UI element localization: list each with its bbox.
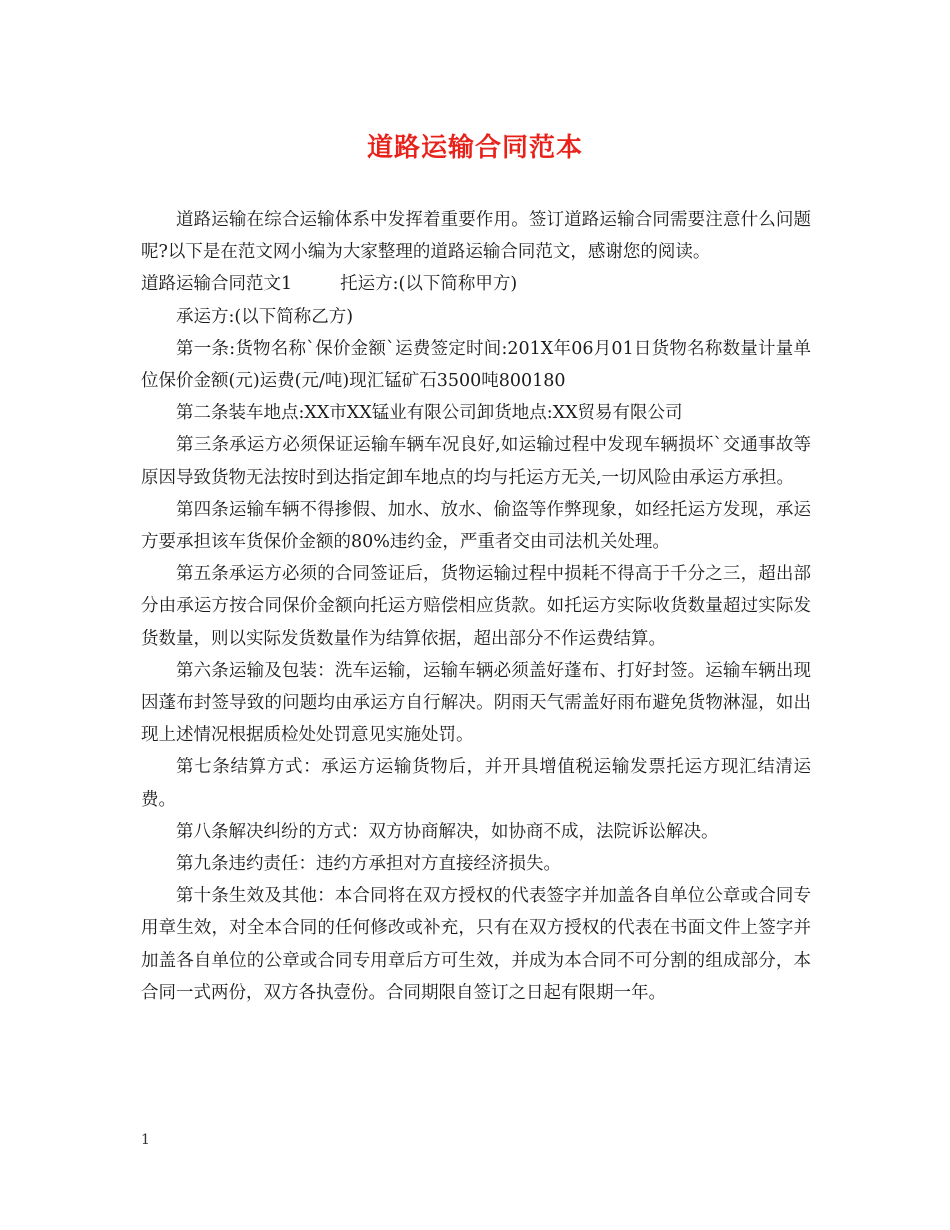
article-8: 第八条解决纠纷的方式：双方协商解决，如协商不成，法院诉讼解决。 <box>176 821 719 842</box>
sample-heading-line <box>141 268 811 300</box>
article-2: 第二条装车地点:XX市XX锰业有限公司卸货地点:XX贸易有限公司 <box>176 403 683 424</box>
article-1: 第一条:货物名称`保价金额`运费签定时间:201X年06月01日货物名称数量计量单位保价金额(元)运费(元/吨)现汇锰矿石3500吨800180 <box>141 338 811 392</box>
article-3: 第三条承运方必须保证运输车辆车况良好,如运输过程中发现车辆损坏`交通事故等原因导致货物无法按时到达指定卸车地点的均与托运方无关,一切风险由承运方承担。 <box>141 435 811 488</box>
document-body <box>141 204 811 1009</box>
article-4: 第四条运输车辆不得掺假、加水、放水、偷盗等作弊现象，如经托运方发现，承运方要承担该车货保价金额的80%违约金，严重者交由司法机关处理。 <box>141 499 811 553</box>
article-10: 第十条生效及其他：本合同将在双方授权的代表签字并加盖各自单位公章或合同专用章生效，对全本合同的任何修改或补充，只有在双方授权的代表在书面文件上签字并加盖各自单位的公章或合同专用章后方可生效，并成为本合同不可分割的组成部分，本合同一式两份，双方各执壹份。合同期限自签订之日起有限期一年。 <box>141 886 811 1003</box>
article-9: 第九条违约责任：违约方承担对方直接经济损失。 <box>176 854 561 875</box>
page-number: 1 <box>141 1132 150 1148</box>
article-7: 第七条结算方式：承运方运输货物后，并开具增值税运输发票托运方现汇结清运费。 <box>141 757 811 810</box>
sample-heading: 道路运输合同范文1 <box>141 274 293 295</box>
shipper-line: 托运方:(以下简称甲方) <box>340 274 518 295</box>
carrier-line: 承运方:(以下简称乙方) <box>176 306 354 327</box>
intro-paragraph: 道路运输在综合运输体系中发挥着重要作用。签订道路运输合同需要注意什么问题呢?以下是在范文网小编为大家整理的道路运输合同范文，感谢您的阅读。 <box>141 210 811 263</box>
article-6: 第六条运输及包装：洗车运输，运输车辆必须盖好蓬布、打好封签。运输车辆出现因蓬布封签导致的问题均由承运方自行解决。阴雨天气需盖好雨布避免货物淋湿，如出现上述情况根据质检处处罚意见实施处罚。 <box>141 660 811 746</box>
article-5: 第五条承运方必须的合同签证后，货物运输过程中损耗不得高于千分之三，超出部分由承运方按合同保价金额向托运方赔偿相应货款。如托运方实际收货数量超过实际发货数量，则以实际发货数量作为结算依据，超出部分不作运费结算。 <box>141 564 811 649</box>
document-title: 道路运输合同范本 <box>366 133 583 163</box>
